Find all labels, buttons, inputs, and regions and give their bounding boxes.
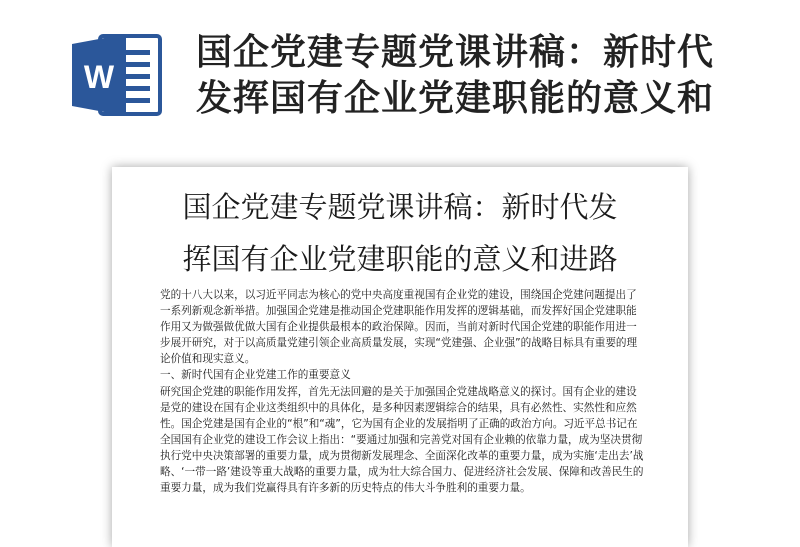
- document-title: [112, 181, 688, 285]
- header-banner: [0, 0, 800, 140]
- paragraph-intro: 党的十八大以来，以习近平同志为核心的党中央高度重视国有企业党的建设，围绕国企党建问题提出了一系列新观念新举措。加强国企党建是推动国企党建职能作用发挥的逻辑基础，而发挥好国企党建职能作用又为做强做优做大国有企业提供最根本的政治保障。因而，当前对新时代国企党建的职能作用进一步展开研究，对于以高质量党建引领企业高质量发展，实现“党建强、企业强”的战略目标具有重要的理论价值和现实意义。: [160, 289, 638, 366]
- paragraph-section-1: 研究国企党建的职能作用发挥，首先无法回避的是关于加强国企党建战略意义的探讨。国有企业的建设是党的建设在国有企业这类组织中的具体化，是多种因素逻辑综合的结果，具有必然性、实然性和应然性。国企党建是国有企业的“根”和“魂”，它为国有企业的发展指明了正确的政治方向。习近平总书记在全国国有企业党的建设工作会议上指出：“要通过加强和完善党对国有企业赖的依靠力量，成为坚决贯彻执行党中央决策部署的重要力量，成为贯彻新发展理念、全面深化改革的重要力量，成为实施‘走出去’战略、‘一带一路’建设等重大战略的重要力量，成为壮大综合国力、促进经济社会发展、保障和改善民生的重要力量，成为我们党赢得具有许多新的历史特点的伟大斗争胜利的重要力量。: [160, 385, 644, 495]
- section-heading-1: 一、新时代国有企业党建工作的重要意义: [160, 369, 351, 382]
- word-document-icon: [70, 30, 166, 120]
- document-body: [160, 287, 646, 496]
- document-title-line-2: 挥国有企业党建职能的意义和进路: [182, 242, 618, 276]
- page-title-line-2: 发挥国有企业党建职能的意义和: [196, 78, 715, 119]
- page-title: [196, 30, 786, 122]
- document-title-line-1: 国企党建专题党课讲稿：新时代发: [182, 190, 618, 224]
- document-page: [112, 167, 688, 547]
- word-icon-letter: W: [83, 59, 115, 95]
- page-title-line-1: 国企党建专题党课讲稿：新时代: [196, 32, 715, 73]
